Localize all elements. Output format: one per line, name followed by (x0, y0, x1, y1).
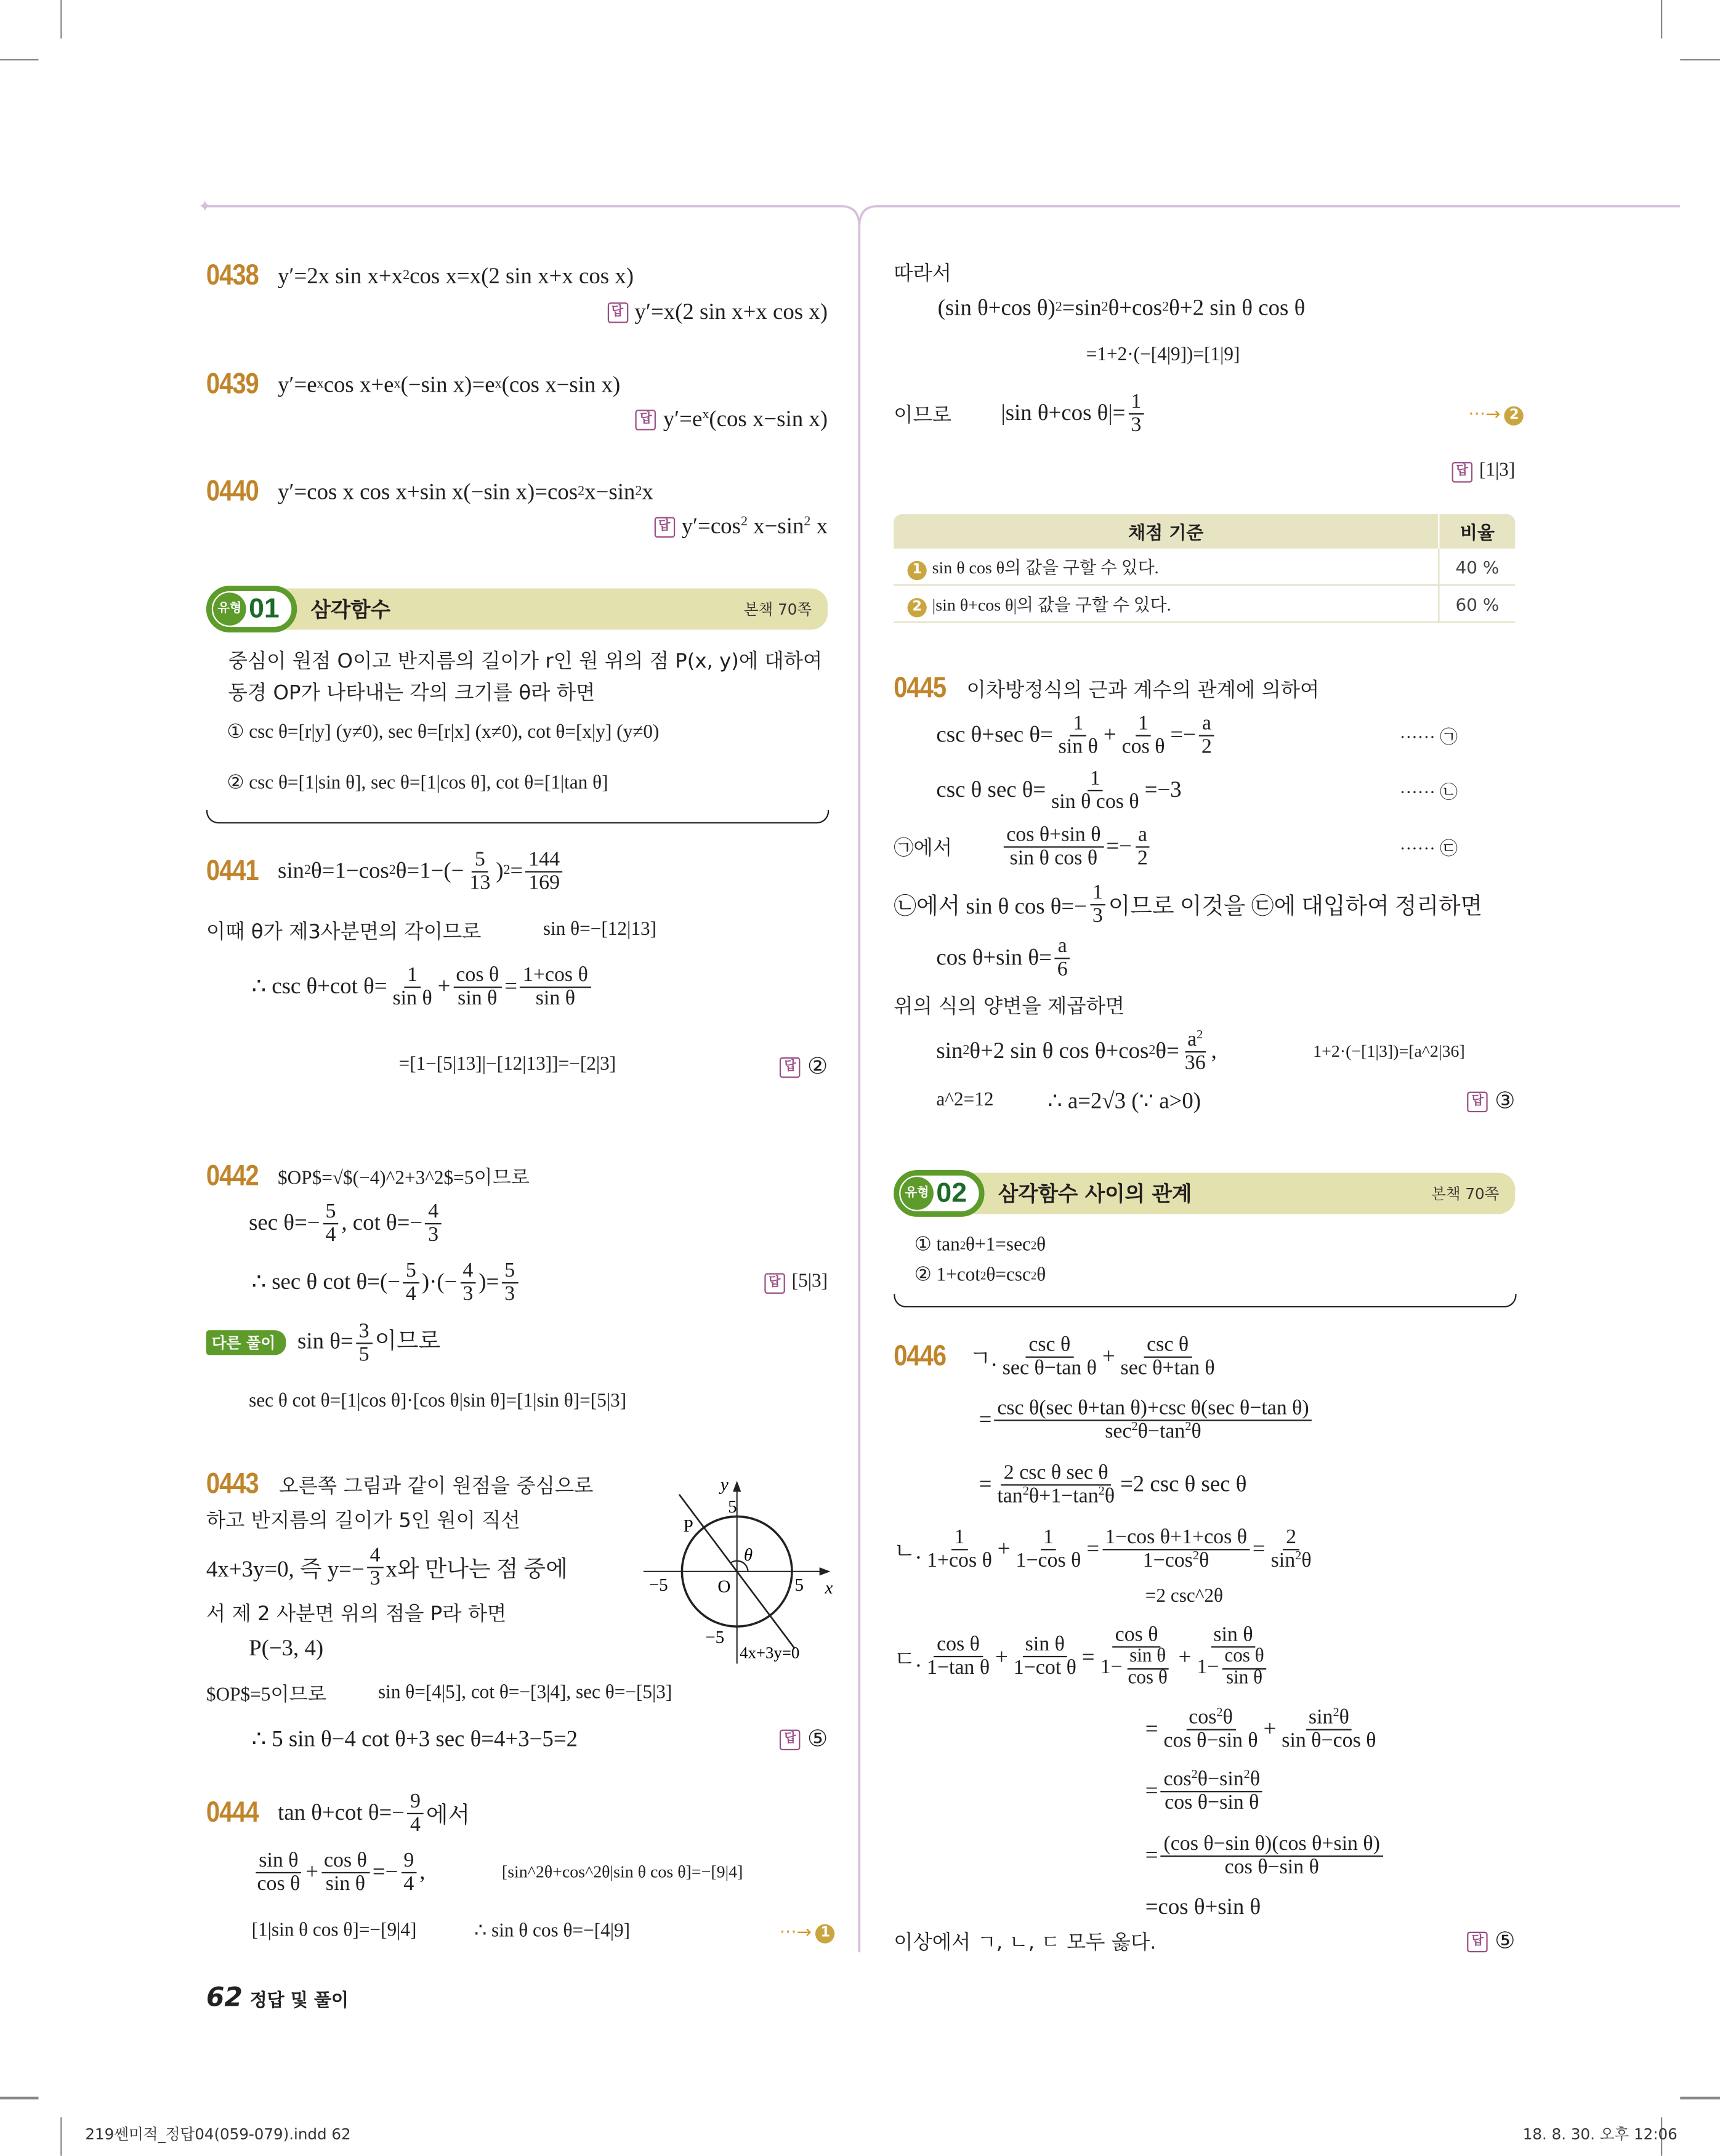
math-line: |sin θ+cos θ|= 1 3 (1001, 391, 1147, 436)
section-bracket (894, 1294, 1516, 1307)
math-line: csc θ sec θ= 1 sin θ cos θ =−3 (936, 766, 1182, 814)
page-footer (206, 1982, 349, 2013)
answer-value: ⑤ (1495, 1928, 1516, 1954)
y-label: y (720, 1475, 729, 1495)
problem-number: 0444 (206, 1797, 259, 1829)
problem-number: 0443 (206, 1468, 259, 1500)
answer-value: $y'=e^x(\cos$ x−sin x) (663, 405, 828, 432)
text-line: 이때 θ가 제3사분면의 각이므로 (206, 921, 482, 944)
equation-tag: ······ ㉡ (1399, 781, 1458, 802)
math-line: P(−3, 4) (249, 1634, 324, 1661)
text-line: 이므로 (894, 405, 952, 427)
math-line: =cos θ+sin θ (1145, 1893, 1261, 1920)
math-line: a^2=12 (936, 1090, 994, 1111)
answer-icon: 답 (780, 1729, 800, 1749)
formula: ② 1+cot 2 θ=csc 2 θ (914, 1264, 1046, 1286)
math-line: sin 2 θ=1−cos 2 θ=1−(− 5 13 ) 2 = 144 169 (278, 849, 565, 894)
answer (780, 1053, 828, 1081)
math-line: sec θ cot θ=[1|cos θ]·[cos θ|sin θ]=[1|sin θ]=[5|3] (249, 1391, 627, 1412)
answer-value: y′=x(2 sin x+x cos x) (634, 298, 828, 325)
section-badge (206, 586, 297, 632)
problem-number: 0446 (894, 1340, 947, 1373)
answer (607, 298, 828, 326)
point-p-label: P (683, 1516, 693, 1536)
math-line: cos θ+sin θ= a 6 (936, 935, 1073, 980)
text-line: 이차방정식의 근과 계수의 관계에 의하여 (966, 680, 1320, 702)
crop-mark (0, 2097, 39, 2099)
tick-label: −5 (705, 1627, 725, 1647)
text-line: ㉠에서 (894, 838, 953, 860)
table-header: 비율 (1439, 514, 1515, 549)
badge-number: 02 (936, 1177, 967, 1208)
answer-icon: 답 (1468, 1091, 1488, 1112)
math-line: ∴ sin θ cos θ=−[4|9] (474, 1921, 631, 1942)
file-name: 219쎈미적_정답04(059-079).indd 62 (85, 2125, 351, 2144)
math-line: ∴ 5 sin θ−4 cot θ+3 sec θ=4+3−5=2 (251, 1725, 578, 1752)
line-label: 4x+3y=0 (740, 1643, 800, 1662)
table-row (894, 585, 1515, 622)
arrow-icon: ···→ (1468, 405, 1501, 426)
math-line: = $\cos^2\theta$ cos θ−sin θ + $\sin^2\theta$ sin θ−cos θ (1145, 1705, 1376, 1753)
math-line: sin 2 θ+2 sin θ cos θ+cos 2 θ= $a^2$ 36 , (936, 1027, 1217, 1075)
math-line: ∴ csc θ+cot θ= 1 sin θ + cos θ sin θ = 1+cos θ sin θ (252, 964, 594, 1009)
alternative-solution (206, 1321, 440, 1366)
page-number: 62 (206, 1982, 243, 2013)
badge-number: 01 (249, 593, 280, 624)
equation-tag: ······ ㉠ (1399, 726, 1458, 748)
formula: ② csc θ=[1|sin θ], sec θ=[1|cos θ], cot θ=[1|tan θ] (227, 773, 608, 794)
math-line: ∴ sec θ cot θ=(− 5 4 )·(− 4 3 )= 5 3 (252, 1260, 521, 1305)
table-header: 채점 기준 (894, 514, 1439, 549)
problem-number: 0438 (206, 259, 259, 292)
answer-value: $y'=\cos^2$ $x-\sin^2$ x (681, 512, 828, 539)
math-line: = $\cos^2\theta-\sin^2\theta$ cos θ−sin θ (1145, 1769, 1266, 1814)
answer (780, 1726, 828, 1753)
math-line: $OP$=5이므로 (206, 1686, 326, 1706)
step-circle: 1 (908, 560, 927, 579)
math-line: sin θ=[4|5], cot θ=−[3|4], sec θ=−[5|3] (378, 1682, 672, 1704)
tick-label: 5 (794, 1575, 804, 1596)
math-line: 1+2·(−[1|3])=[a^2|36] (1313, 1041, 1465, 1061)
step-circle: 2 (908, 597, 927, 616)
math-line: sin θ= $\frac{3}{5}$ 이므로 (297, 1319, 441, 1367)
text-line: 하고 반지름의 길이가 5인 원이 직선 (206, 1510, 520, 1533)
math-line: csc θ+sec θ= 1 sin θ + 1 cos θ =− a 2 (936, 713, 1217, 758)
problem-number: 0441 (206, 855, 259, 887)
answer-value: [1|3] (1479, 460, 1516, 482)
math-line: y′=2x sin x+x 2 cos x=x(2 sin x+x cos x) (277, 262, 634, 289)
ratio: 60 % (1439, 585, 1515, 622)
text-line: 따라서 (894, 263, 952, 286)
math-line: [sin^2θ+cos^2θ|sin θ cos θ]=−[9|4] (501, 1862, 743, 1882)
answer-icon: 답 (636, 409, 656, 429)
badge-label: 유형 (213, 592, 246, 626)
answer-icon: 답 (1452, 461, 1472, 482)
answer-icon: 답 (607, 302, 628, 322)
answer (764, 1272, 828, 1294)
x-arrow-icon (820, 1567, 831, 1575)
text-line: 중심이 원점 O이고 반지름의 길이가 r인 원 위의 점 P(x, y)에 대하여 (228, 651, 823, 673)
x-label: x (825, 1578, 833, 1598)
svg-text:✦: ✦ (198, 196, 212, 216)
answer (1468, 1088, 1516, 1115)
text-line: 서 제 2 사분면 위의 점을 P라 하면 (206, 1604, 507, 1626)
section-badge (894, 1170, 984, 1217)
table-row (894, 549, 1515, 585)
math-line: y′=e x cos x+e x (−sin x)=e x (cos x−sin x) (277, 371, 621, 398)
math-line: sin θ=−[12|13] (543, 919, 656, 941)
tick-label: −5 (648, 1575, 668, 1596)
circle-figure (640, 1471, 836, 1671)
step-circle: 1 (816, 1923, 835, 1942)
footer-title: 정답 및 풀이 (249, 1990, 349, 2012)
math-line: [1|sin θ cos θ]=−[9|4] (251, 1920, 417, 1942)
section-title: 삼각함수 사이의 관계 (998, 1181, 1192, 1207)
answer-value: [5|3] (791, 1272, 828, 1293)
math-line: =1+2·(−[4|9])=[1|9] (1086, 345, 1240, 366)
math-line: sin θ cos θ + cos θ sin θ =− 9 4 , (257, 1848, 426, 1896)
criterion: sin θ cos θ의 값을 구할 수 있다. (932, 557, 1159, 577)
text-line: ㉡에서 sin θ cos θ=− 1 3 이므로 이것을 ㉢에 대입하여 정리하면 (894, 881, 1483, 927)
y-arrow-icon (733, 1481, 741, 1492)
answer-icon: 답 (764, 1272, 785, 1293)
arrow-icon: ···→ (779, 1923, 812, 1944)
crop-mark (60, 2117, 62, 2156)
section-bracket (206, 810, 829, 823)
step-circle: 2 (1504, 406, 1524, 425)
step-marker (1468, 405, 1524, 426)
answer (636, 406, 828, 434)
answer-value: ③ (1495, 1087, 1516, 1114)
text-line: 위의 식의 양변을 제곱하면 (894, 996, 1125, 1019)
crop-mark (1680, 2097, 1720, 2099)
ratio: 40 % (1439, 549, 1515, 585)
math-line: cos θ+sin θ sin θ cos θ =− a 2 (1001, 825, 1153, 870)
text-line: 4x+3y=0, 즉 y=− 4 3 x와 만나는 점 중에 (206, 1543, 568, 1591)
math-line: =2 csc^2θ (1145, 1586, 1224, 1607)
section-reference: 본책 70쪽 (1431, 1185, 1500, 1203)
formula: ① tan 2 θ+1=sec 2 θ (914, 1234, 1046, 1256)
math-line: = csc θ(sec θ+tan θ)+csc θ(sec θ−tan θ) $\sec^2\theta-\tan^2\theta$ (979, 1398, 1315, 1443)
origin-label: O (717, 1577, 731, 1597)
math-line: tan θ+cot θ=− 9 4 에서 (277, 1789, 470, 1836)
math-line: (sin θ+cos θ) 2 =sin 2 θ+cos 2 θ+2 sin θ cos θ (937, 294, 1306, 321)
answer-icon: 답 (1468, 1931, 1488, 1952)
math-line: ㄱ. csc θ sec θ−tan θ + csc θ sec θ+tan θ (969, 1333, 1215, 1380)
problem-number: 0440 (206, 475, 259, 507)
math-line: ㄴ. 1 1+cos θ + 1 1−cos θ = 1−cos θ+1+cos θ $1-\cos^2\theta$ = 2 $\sin^2\theta$ (894, 1525, 1312, 1572)
text-line: 오른쪽 그림과 같이 원점을 중심으로 (279, 1476, 594, 1498)
math-line: = 2 csc θ sec θ $\tan^2\theta+1-\tan^2\theta$ =2 csc θ sec θ (979, 1461, 1247, 1508)
answer-value: ⑤ (807, 1725, 828, 1752)
print-date: 18. 8. 30. 오후 12:06 (1522, 2125, 1678, 2144)
math-line: =[1−[5|13]|−[12|13]]=−[2|3] (398, 1054, 616, 1075)
badge-label: 유형 (900, 1177, 934, 1210)
section-title: 삼각함수 (310, 597, 390, 623)
math-line: $OP$=√$(−4)^2+3^2$=5이므로 (277, 1168, 530, 1190)
answer-icon: 답 (654, 516, 674, 536)
problem-number: 0442 (206, 1160, 259, 1192)
text-line: 이상에서 ㄱ, ㄴ, ㄷ 모두 옳다. (894, 1932, 1157, 1955)
answer (1452, 461, 1515, 483)
problem-number: 0439 (206, 368, 259, 400)
criterion: |sin θ+cos θ|의 값을 구할 수 있다. (932, 594, 1171, 614)
problem-number: 0445 (894, 672, 947, 705)
answer-value: ② (807, 1053, 828, 1080)
math-line: sec θ=− 5 4 , cot θ=− 4 3 (249, 1201, 444, 1246)
formula: ① csc θ=[r|y] (y≠0), sec θ=[r|x] (x≠0), cot θ=[x|y] (y≠0) (227, 722, 660, 743)
scoring-table (894, 514, 1515, 623)
step-marker (780, 1923, 835, 1943)
math-line: ㄷ. cos θ 1−tan θ + sin θ 1−cot θ = cos θ 1− $\frac{\text{sin θ}}{\text{cos θ}}$ + sin θ 1− $\frac{\text{cos θ}}{\text{sin θ}}$ (894, 1625, 1275, 1689)
theta-label: θ (743, 1545, 753, 1565)
section-reference: 본책 70쪽 (743, 600, 812, 619)
text-line: 동경 OP가 나타내는 각의 크기를 θ라 하면 (228, 682, 596, 705)
equation-tag: ······ ㉢ (1399, 838, 1458, 859)
math-line: y′=cos x cos x+sin x(−sin x)=cos 2 x−sin 2 x (277, 478, 653, 505)
math-line: ∴ a=2√3 (∵ a>0) (1048, 1087, 1201, 1114)
answer (654, 513, 828, 541)
answer-icon: 답 (780, 1057, 800, 1077)
tick-label: 5 (728, 1496, 737, 1517)
math-line: = (cos θ−sin θ)(cos θ+sin θ) cos θ−sin θ (1145, 1833, 1386, 1878)
alt-solution-badge: 다른 풀이 (206, 1331, 286, 1355)
answer (1468, 1928, 1516, 1955)
